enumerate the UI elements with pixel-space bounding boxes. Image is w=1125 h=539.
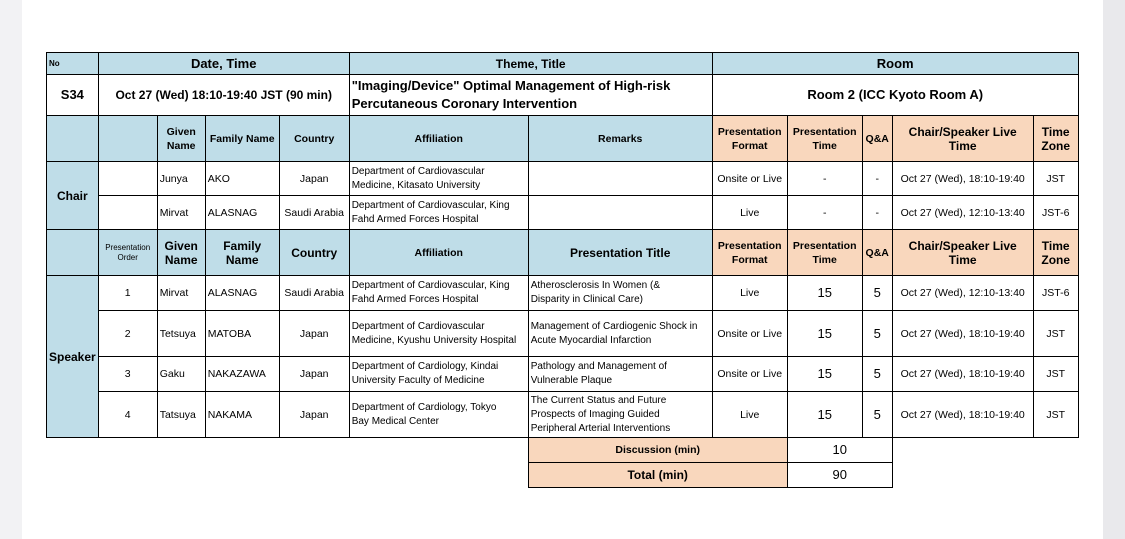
- chair-time-zone: JST: [1033, 162, 1078, 196]
- speaker-time-zone: JST: [1033, 311, 1078, 357]
- speaker-affiliation: [349, 311, 528, 357]
- session-datetime: Oct 27 (Wed) 18:10-19:40 JST (90 min): [98, 75, 349, 116]
- chair-qa: -: [862, 162, 892, 196]
- speaker-col-presentation-title: Presentation Title: [528, 230, 712, 276]
- speaker-affiliation: [349, 392, 528, 438]
- chair-remarks: [528, 196, 712, 230]
- speaker-order: 4: [98, 392, 157, 438]
- speaker-family-name: MATOBA: [205, 311, 279, 357]
- speaker-order: 1: [98, 276, 157, 311]
- chair-header-blank: [47, 116, 99, 162]
- speaker-format: Live: [712, 276, 787, 311]
- affiliation-line: Department of Cardiovascular: [351, 165, 485, 177]
- chair-qa: -: [862, 196, 892, 230]
- title-line: The Current Status and Future: [530, 394, 667, 406]
- speaker-family-name: NAKAMA: [205, 392, 279, 438]
- affiliation-line: Department of Cardiovascular: [351, 320, 485, 332]
- speaker-row: [47, 392, 1079, 438]
- total-value: 90: [787, 463, 892, 488]
- speaker-live-time: Oct 27 (Wed), 18:10-19:40: [892, 392, 1033, 438]
- chair-country: Saudi Arabia: [279, 196, 349, 230]
- speaker-presentation-title: [528, 357, 712, 392]
- speaker-given-name: Tetsuya: [157, 311, 205, 357]
- col-header-theme-title: Theme, Title: [349, 53, 712, 75]
- chair-live-time: Oct 27 (Wed), 18:10-19:40: [892, 162, 1033, 196]
- speaker-given-name: Mirvat: [157, 276, 205, 311]
- session-room: Room 2 (ICC Kyoto Room A): [712, 75, 1078, 116]
- chair-given-name: Mirvat: [157, 196, 205, 230]
- speaker-col-given-name: Given Name: [157, 230, 205, 276]
- speaker-col-country: Country: [279, 230, 349, 276]
- discussion-row: [47, 438, 1079, 463]
- chair-affiliation: [349, 162, 528, 196]
- chair-remarks: [528, 162, 712, 196]
- speaker-col-family-name: Family Name: [205, 230, 279, 276]
- title-line: Vulnerable Plaque: [530, 375, 613, 386]
- affiliation-line: Department of Cardiology, Tokyo: [351, 401, 497, 413]
- session-schedule-table: [46, 52, 1079, 488]
- speaker-presentation-title: [528, 392, 712, 438]
- speaker-affiliation: [349, 357, 528, 392]
- chair-given-name: Junya: [157, 162, 205, 196]
- speaker-row: [47, 311, 1079, 357]
- speaker-live-time: Oct 27 (Wed), 18:10-19:40: [892, 357, 1033, 392]
- speaker-qa: 5: [862, 311, 892, 357]
- chair-col-remarks: Remarks: [528, 116, 712, 162]
- total-label: Total (min): [528, 463, 787, 488]
- speaker-time: 15: [787, 357, 862, 392]
- session-title-line2: Percutaneous Coronary Intervention: [351, 96, 578, 111]
- title-line: Pathology and Management of: [530, 361, 667, 372]
- chair-format: Onsite or Live: [712, 162, 787, 196]
- chair-col-time-zone: Time Zone: [1033, 116, 1078, 162]
- title-line: Management of Cardiogenic Shock in: [530, 320, 698, 332]
- speaker-row: [47, 357, 1079, 392]
- speaker-col-qa: Q&A: [862, 230, 892, 276]
- speaker-col-affiliation: Affiliation: [349, 230, 528, 276]
- speaker-affiliation: [349, 276, 528, 311]
- chair-col-format: Presentation Format: [712, 116, 787, 162]
- speaker-given-name: Tatsuya: [157, 392, 205, 438]
- affiliation-line: Bay Medical Center: [351, 415, 439, 427]
- session-title: [349, 75, 712, 116]
- chair-row: [47, 196, 1079, 230]
- table-header-row: [47, 53, 1079, 75]
- speaker-row: [47, 276, 1079, 311]
- total-row: [47, 463, 1079, 488]
- session-title-line1: "Imaging/Device" Optimal Management of High-risk: [351, 78, 671, 93]
- speaker-header-blank: [47, 230, 99, 276]
- speaker-col-time-zone: Time Zone: [1033, 230, 1078, 276]
- speaker-col-order: Presentation Order: [98, 230, 157, 276]
- discussion-value: 10: [787, 438, 892, 463]
- title-line: Atherosclerosis In Women (&: [530, 280, 661, 291]
- chair-order-cell: [98, 196, 157, 230]
- speaker-col-time: Presentation Time: [787, 230, 862, 276]
- speaker-time-zone: JST-6: [1033, 276, 1078, 311]
- chair-header-order-blank: [98, 116, 157, 162]
- affiliation-line: Fahd Armed Forces Hospital: [351, 294, 479, 305]
- col-header-no: No: [47, 53, 99, 75]
- chair-time: -: [787, 162, 862, 196]
- affiliation-line: Fahd Armed Forces Hospital: [351, 213, 479, 225]
- chair-time-zone: JST-6: [1033, 196, 1078, 230]
- chair-col-affiliation: Affiliation: [349, 116, 528, 162]
- speaker-family-name: NAKAZAWA: [205, 357, 279, 392]
- chair-header-row: [47, 116, 1079, 162]
- chair-family-name: ALASNAG: [205, 196, 279, 230]
- speaker-col-format: Presentation Format: [712, 230, 787, 276]
- chair-label: Chair: [47, 162, 99, 230]
- speaker-given-name: Gaku: [157, 357, 205, 392]
- col-header-room: Room: [712, 53, 1078, 75]
- affiliation-line: Department of Cardiology, Kindai: [351, 361, 499, 372]
- page-edge: [1103, 0, 1125, 539]
- affiliation-line: Medicine, Kitasato University: [351, 179, 481, 191]
- affiliation-line: University Faculty of Medicine: [351, 375, 485, 386]
- chair-col-given-name: Given Name: [157, 116, 205, 162]
- speaker-time-zone: JST: [1033, 357, 1078, 392]
- spacer: [47, 438, 529, 463]
- speaker-time: 15: [787, 311, 862, 357]
- spacer: [47, 463, 529, 488]
- affiliation-line: Department of Cardiovascular, King: [351, 199, 510, 211]
- title-line: Peripheral Arterial Interventions: [530, 422, 671, 434]
- speaker-presentation-title: [528, 311, 712, 357]
- title-line: Acute Myocardial Infarction: [530, 334, 652, 346]
- discussion-label: Discussion (min): [528, 438, 787, 463]
- chair-col-qa: Q&A: [862, 116, 892, 162]
- speaker-time-zone: JST: [1033, 392, 1078, 438]
- title-line: Disparity in Clinical Care): [530, 294, 643, 305]
- speaker-qa: 5: [862, 276, 892, 311]
- speaker-header-row: [47, 230, 1079, 276]
- chair-family-name: AKO: [205, 162, 279, 196]
- chair-format: Live: [712, 196, 787, 230]
- chair-time: -: [787, 196, 862, 230]
- speaker-format: Onsite or Live: [712, 357, 787, 392]
- speaker-format: Onsite or Live: [712, 311, 787, 357]
- affiliation-line: Medicine, Kyushu University Hospital: [351, 334, 517, 346]
- chair-col-time: Presentation Time: [787, 116, 862, 162]
- affiliation-line: Department of Cardiovascular, King: [351, 280, 510, 291]
- speaker-live-time: Oct 27 (Wed), 18:10-19:40: [892, 311, 1033, 357]
- chair-order-cell: [98, 162, 157, 196]
- speaker-family-name: ALASNAG: [205, 276, 279, 311]
- chair-live-time: Oct 27 (Wed), 12:10-13:40: [892, 196, 1033, 230]
- session-row: [47, 75, 1079, 116]
- speaker-country: Japan: [279, 311, 349, 357]
- spacer: [892, 438, 1078, 463]
- speaker-format: Live: [712, 392, 787, 438]
- chair-col-country: Country: [279, 116, 349, 162]
- title-line: Prospects of Imaging Guided: [530, 408, 660, 420]
- speaker-presentation-title: [528, 276, 712, 311]
- spacer: [892, 463, 1078, 488]
- speaker-qa: 5: [862, 392, 892, 438]
- speaker-qa: 5: [862, 357, 892, 392]
- speaker-time: 15: [787, 392, 862, 438]
- speaker-live-time: Oct 27 (Wed), 12:10-13:40: [892, 276, 1033, 311]
- session-id: S34: [47, 75, 99, 116]
- chair-affiliation: [349, 196, 528, 230]
- speaker-col-live-time: Chair/Speaker Live Time: [892, 230, 1033, 276]
- speaker-country: Japan: [279, 392, 349, 438]
- speaker-country: Saudi Arabia: [279, 276, 349, 311]
- chair-country: Japan: [279, 162, 349, 196]
- speaker-order: 2: [98, 311, 157, 357]
- chair-row: [47, 162, 1079, 196]
- col-header-date-time: Date, Time: [98, 53, 349, 75]
- speaker-order: 3: [98, 357, 157, 392]
- chair-col-live-time: Chair/Speaker Live Time: [892, 116, 1033, 162]
- chair-col-family-name: Family Name: [205, 116, 279, 162]
- speaker-country: Japan: [279, 357, 349, 392]
- speaker-time: 15: [787, 276, 862, 311]
- speaker-label: Speaker: [47, 276, 99, 438]
